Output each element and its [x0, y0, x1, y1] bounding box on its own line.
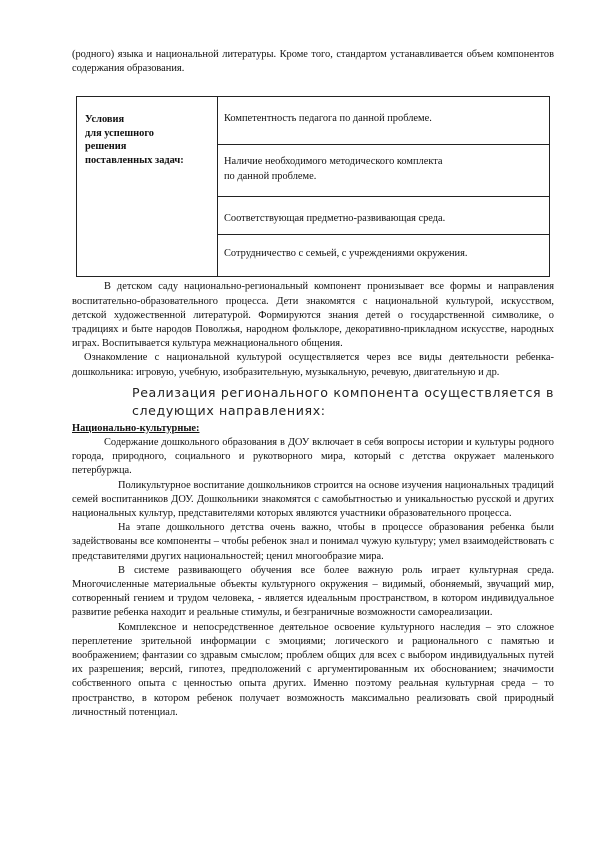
paragraph-regional-component: В детском саду национально-региональный компонент пронизывает все формы и направления воспитательно-образовательного процесса. Дети знакомятся с национальной культурой, искусством, детской художественной литературой. Формируются знания детей о государственной символике, о традициях и быте народов Поволжья, народном фольклоре, декоративно-прикладном искусстве, народных играх. Воспитывается культура межнационального общения.: [72, 281, 554, 350]
paragraph-heritage: Комплексное и непосредственное деятельное освоение культурного наследия – это сложное переплетение зрительной информации с эмоциями; логического и рационального с памятью и воображением; фантазии со здравым смыслом; проблем общих для всех с выбором индивидуальных путей их разрешения; версий, гипотез, предположений с аргументированным их обоснованием; значимости собственного опыта с ценностью опыта других. Именно поэтому реальная культурная среда – то пространство, в котором ребенок получает возможность максимально реализовать свой природный личностный потенциал.: [72, 621, 554, 718]
condition-text: Компетентность педагога по данной проблеме.: [224, 113, 432, 125]
conditions-label-cell: [77, 97, 218, 277]
table-row: [77, 97, 550, 145]
directions-title: Реализация регионального компонента осуществляется в следующих направлениях:: [132, 384, 554, 418]
condition-cell: [218, 197, 550, 235]
intro-paragraph: (родного) языка и национальной литературы. Кроме того, стандартом устанавливается объем компонентов содержания образования.: [72, 49, 554, 75]
condition-cell: [218, 235, 550, 277]
paragraph-preschool-stage: На этапе дошкольного детства очень важно, чтобы в процессе образования ребенка были задействованы все компоненты – чтобы ребенок знал и понимал чужую культуру; умел взаимодействовать с представителями других национальностей; ценил многообразие мира.: [72, 522, 554, 562]
paragraph-acquaintance: Ознакомление с национальной культурой осуществляется через все виды деятельности ребенка-дошкольника: игровую, учебную, изобразительную, музыкальную, речевую, двигательную и др.: [72, 352, 554, 378]
condition-text: Наличие необходимого методического комплекта по данной проблеме.: [224, 156, 443, 182]
condition-text: Сотрудничество с семьей, с учреждениями окружения.: [224, 248, 468, 260]
paragraph-developing-learning: В системе развивающего обучения все более важную роль играет культурная среда. Многочисленные материальные объекты культурного окружения – видимый, обоняемый, звучащий мир, сотворенный гением и трудом человека, - является идеальным пространством, в котором индивидуальное развитие ребенка находит и реальные стимулы, и безграничные возможности самореализации.: [72, 564, 554, 619]
paragraph-content: Содержание дошкольного образования в ДОУ включает в себя вопросы истории и культуры родного города, природного, социального и рукотворного мира, который с детства окружает маленького петербуржца.: [72, 437, 554, 477]
condition-cell: [218, 97, 550, 145]
condition-cell: [218, 145, 550, 197]
paragraph-multicultural: Поликультурное воспитание дошкольников строится на основе изучения национальных традиций семей воспитанников ДОУ. Дошкольники знакомятся с самобытностью и уникальностью русской и других национальных культур, представителями которых являются участники образовательного процесса.: [72, 479, 554, 520]
section-heading: Национально-культурные:: [72, 422, 200, 434]
conditions-label: Условия для успешного решения поставленных задач:: [85, 114, 184, 166]
document-page: [72, 48, 554, 720]
conditions-table: [76, 96, 550, 277]
condition-text: Соответствующая предметно-развивающая среда.: [224, 213, 446, 225]
